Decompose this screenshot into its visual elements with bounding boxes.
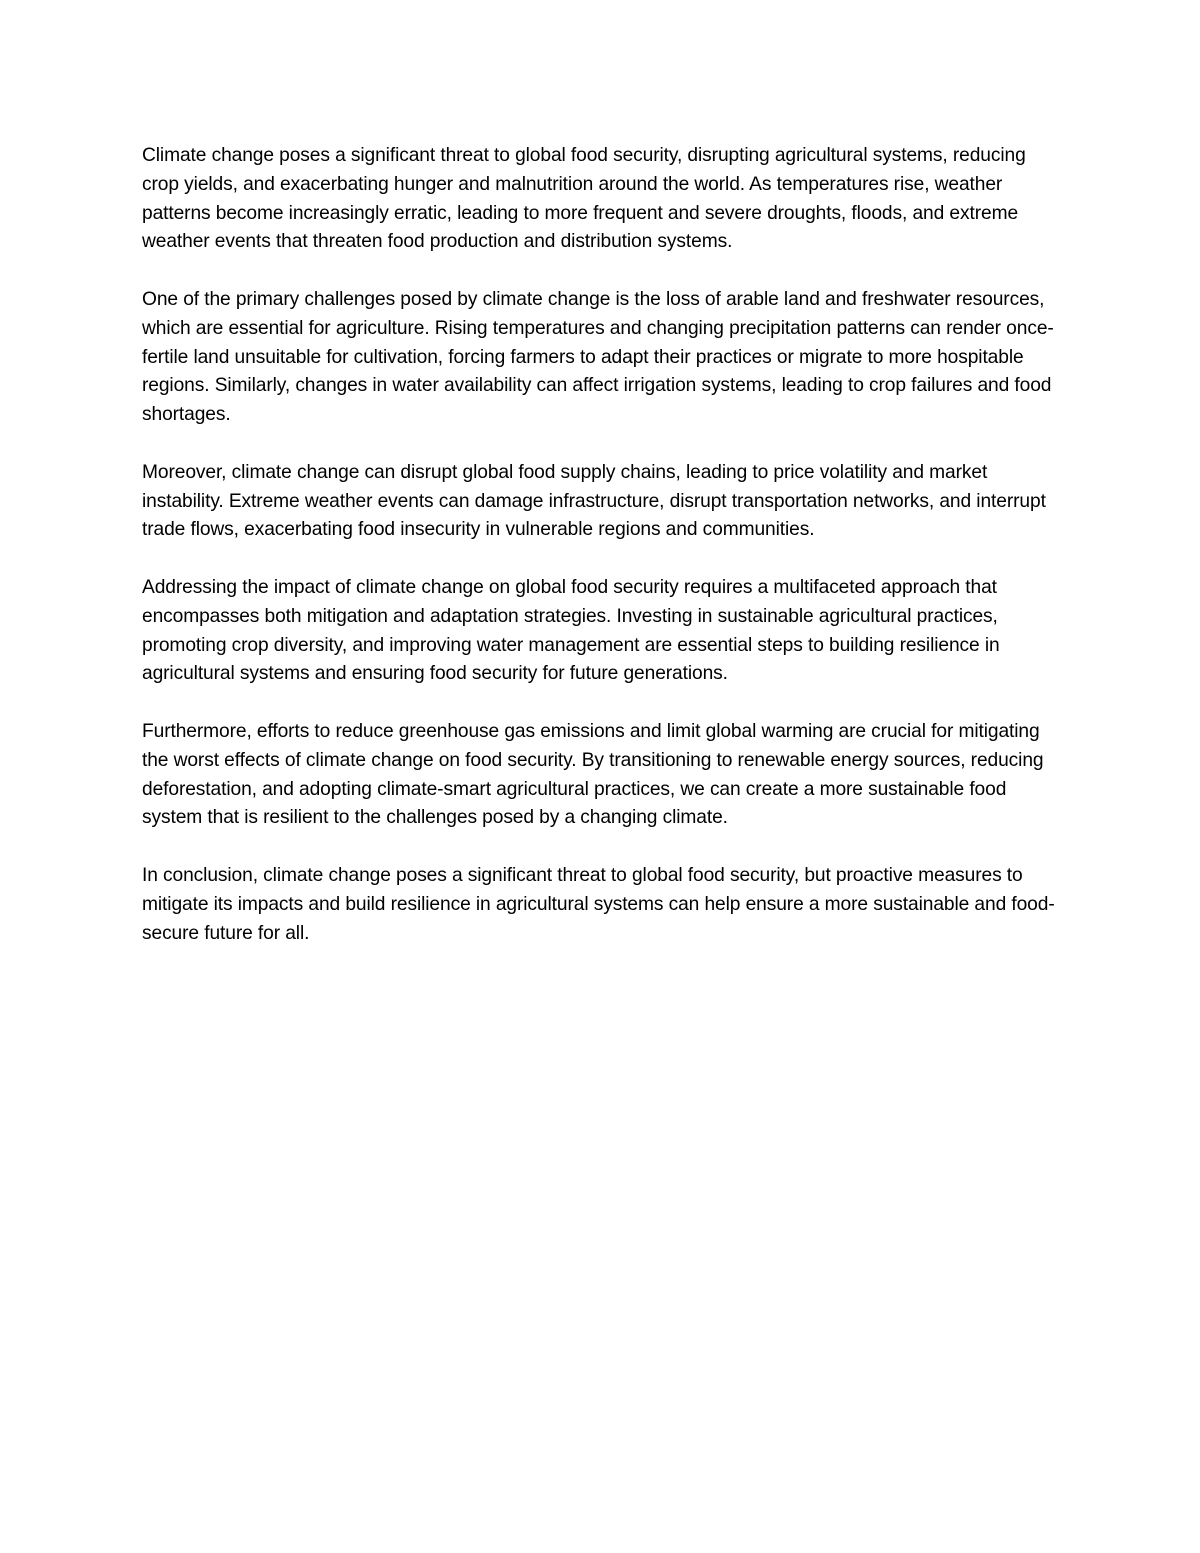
paragraph-conclusion: In conclusion, climate change poses a significant threat to global food security, but proactive measures to mitigate its impacts and build resilience in agricultural systems can help ensure a more sustainable and food-secure future for all. <box>142 864 1055 944</box>
paragraph-intro: Climate change poses a significant threat to global food security, disrupting agricultural systems, reducing crop yields, and exacerbating hunger and malnutrition around the world. As temperatures rise, weather patterns become increasingly erratic, leading to more frequent and severe droughts, floods, and extreme weather events that threaten food production and distribution systems. <box>142 145 1026 253</box>
paragraph-emissions: Furthermore, efforts to reduce greenhouse gas emissions and limit global warming are crucial for mitigating the worst effects of climate change on food security. By transitioning to renewable energy sources, reducing deforestation, and adopting climate-smart agricultural practices, we can create a more sustainable food system that is resilient to the challenges posed by a changing climate. <box>142 720 1044 829</box>
paragraph-land-water: One of the primary challenges posed by climate change is the loss of arable land and freshwater resources, which are essential for agriculture. Rising temperatures and changing precipitation patterns can render once-fertile land unsuitable for cultivation, forcing farmers to adapt their practices or migrate to more hospitable regions. Similarly, changes in water availability can affect irrigation systems, leading to crop failures and food shortages. <box>142 288 1054 426</box>
paragraph-addressing: Addressing the impact of climate change on global food security requires a multifaceted approach that encompasses both mitigation and adaptation strategies. Investing in sustainable agricultural practices, promoting crop diversity, and improving water management are essential steps to building resilience in agricultural systems and ensuring food security for future generations. <box>142 576 1000 685</box>
document-body <box>142 142 1064 948</box>
paragraph-supply-chains: Moreover, climate change can disrupt global food supply chains, leading to price volatility and market instability. Extreme weather events can damage infrastructure, disrupt transportation networks, and interrupt trade flows, exacerbating food insecurity in vulnerable regions and communities. <box>142 461 1046 541</box>
